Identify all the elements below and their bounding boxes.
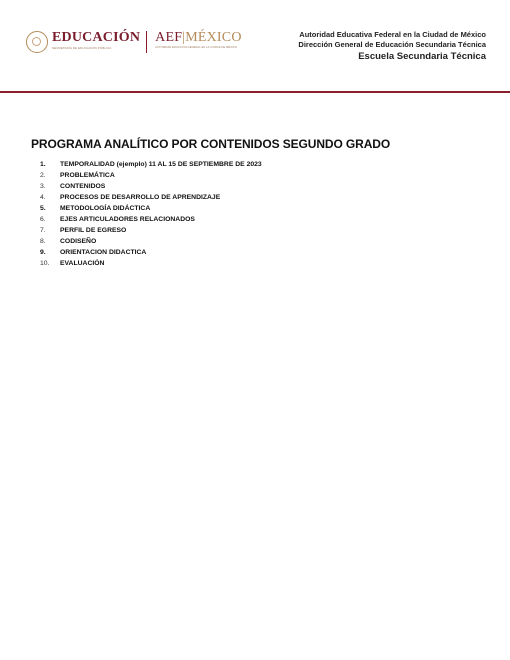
page-header (0, 0, 510, 92)
list-item-label: METODOLOGÍA DIDÁCTICA (60, 205, 151, 212)
institution-line-directorate: Dirección General de Educación Secundaria Técnica (298, 40, 486, 49)
institution-line-school: Escuela Secundaria Técnica (358, 51, 486, 62)
list-item-label: EVALUACIÓN (60, 260, 105, 267)
list-item-label: PROBLEMÁTICA (60, 172, 115, 179)
list-item (40, 258, 262, 269)
list-item-number: 3. (40, 183, 46, 190)
list-item-label: PERFIL DE EGRESO (60, 227, 127, 234)
list-item-number: 9. (40, 249, 46, 256)
list-item-label: PROCESOS DE DESARROLLO DE APRENDIZAJE (60, 194, 221, 201)
education-logo-subtext: SECRETARÍA DE EDUCACIÓN PÚBLICA (52, 46, 112, 50)
list-item-number: 6. (40, 216, 46, 223)
list-item-label: TEMPORALIDAD (ejemplo) 11 AL 15 DE SEPTIEMBRE DE 2023 (60, 161, 262, 168)
institution-line-authority: Autoridad Educativa Federal en la Ciudad de México (299, 30, 486, 39)
education-logo-text: EDUCACIÓN (52, 30, 141, 45)
document-title: PROGRAMA ANALÍTICO POR CONTENIDOS SEGUNDO GRADO (31, 137, 391, 151)
list-item (40, 225, 262, 236)
list-item-number: 2. (40, 172, 46, 179)
list-item (40, 236, 262, 247)
list-item-number: 4. (40, 194, 46, 201)
list-item-number: 7. (40, 227, 46, 234)
list-item (40, 159, 262, 170)
logo-divider (146, 31, 147, 53)
national-seal-icon (26, 31, 48, 53)
aef-logo-subtext: AUTORIDAD EDUCATIVA FEDERAL EN LA CIUDAD DE MÉXICO (155, 46, 238, 49)
list-item-number: 10. (40, 260, 50, 267)
government-logos (26, 30, 242, 56)
list-item-number: 1. (40, 161, 46, 168)
list-item-number: 8. (40, 238, 46, 245)
list-item (40, 181, 262, 192)
education-logo (52, 30, 140, 50)
aef-mexico-logo (155, 30, 242, 50)
list-item-label: ORIENTACION DIDACTICA (60, 249, 147, 256)
list-item (40, 214, 262, 225)
list-item (40, 192, 262, 203)
list-item-number: 5. (40, 205, 46, 212)
list-item-label: CODISEÑO (60, 238, 97, 245)
list-item-label: CONTENIDOS (60, 183, 106, 190)
list-item (40, 170, 262, 181)
aef-logo-text: AEF|MÉXICO (155, 30, 242, 45)
list-item-label: EJES ARTICULADORES RELACIONADOS (60, 216, 195, 223)
header-divider (0, 91, 510, 93)
institution-block (298, 30, 486, 63)
list-item (40, 247, 262, 258)
content-list (40, 159, 262, 269)
list-item (40, 203, 262, 214)
